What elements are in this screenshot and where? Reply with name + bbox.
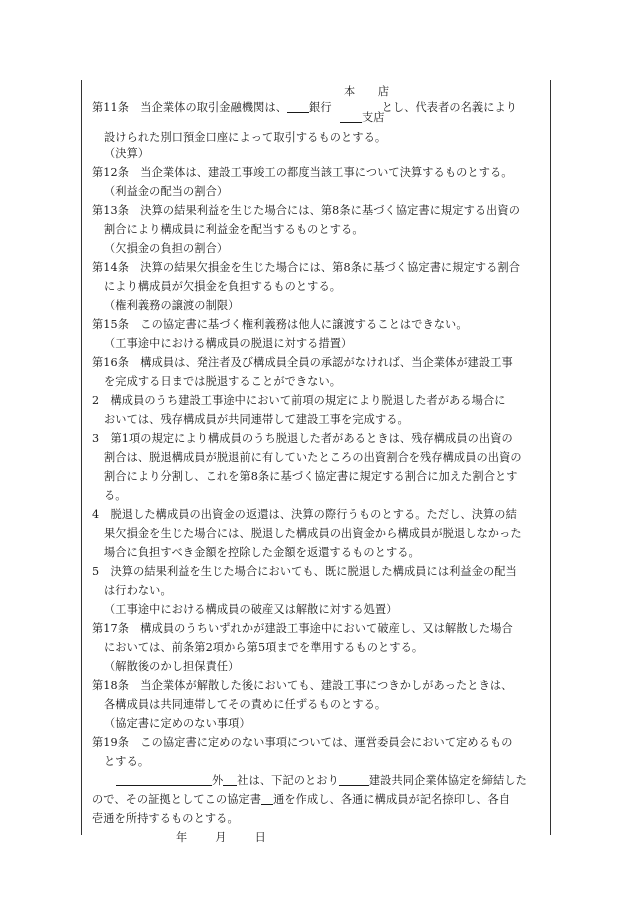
article-text-line: 割合により構成員に利益金を配当するものとする。 bbox=[104, 223, 364, 236]
left-border-line bbox=[81, 80, 82, 835]
article-text-line: 第13条 決算の結果利益を生じた場合には、第8条に基づく協定書に規定する出資の bbox=[92, 204, 521, 217]
branch-name-blank bbox=[340, 110, 362, 123]
article-heading: （工事途中における構成員の破産又は解散に対する処置） bbox=[104, 603, 398, 616]
article-text-line: 割合は、脱退構成員が脱退前に有していたところの出資割合を残存構成員の出資の bbox=[104, 451, 522, 464]
agreement-body bbox=[92, 85, 544, 847]
date-year: 年 bbox=[176, 831, 188, 844]
copies-blank bbox=[261, 792, 273, 805]
closing-text-d: ので、その証拠としてこの協定書 bbox=[92, 793, 262, 806]
closing-text-c: 建設共同企業体協定を締結した bbox=[368, 774, 527, 787]
article-text-line: を完成する日までは脱退することができない。 bbox=[104, 375, 342, 388]
article-text-line: は行わない。 bbox=[104, 584, 172, 597]
article-heading: （協定書に定めのない事項） bbox=[104, 717, 251, 730]
closing-text-a: 外 bbox=[212, 774, 224, 787]
article-text-line: においては、前条第2項から第5項までを準用するものとする。 bbox=[104, 641, 424, 654]
article-11-continuation: 設けられた別口預金口座によって取引するものとする。 bbox=[104, 131, 387, 144]
article-text-line: 場合に負担すべき金額を控除した金額を返還するものとする。 bbox=[104, 546, 420, 559]
date-month: 月 bbox=[215, 831, 227, 844]
article-text-line: 第19条 この協定書に定めのない事項については、運営委員会において定めるもの bbox=[92, 736, 513, 749]
article-text-line: 5 決算の結果利益を生じた場合においても、既に脱退した構成員には利益金の配当 bbox=[92, 565, 517, 578]
article-text-line: 2 構成員のうち建設工事途中において前項の規定により脱退した者がある場合に bbox=[92, 394, 506, 407]
article-text-line: 3 第1項の規定により構成員のうち脱退した者があるときは、残存構成員の出資の bbox=[92, 432, 513, 445]
closing-text-b: 社は、下記のとおり bbox=[237, 774, 339, 787]
article-text-line: 第18条 当企業体が解散した後においても、建設工事につきかしがあったときは、 bbox=[92, 679, 513, 692]
closing-text-e: 通を作成し、各通に構成員が記名捺印し、各自 bbox=[273, 793, 511, 806]
article-text-line: 第14条 決算の結果欠損金を生じた場合には、第8条に基づく協定書に規定する割合 bbox=[92, 261, 521, 274]
date-day: 日 bbox=[254, 831, 266, 844]
bank-name-blank bbox=[287, 100, 309, 113]
article-text-line: とする。 bbox=[104, 755, 150, 768]
bank-label: 銀行 bbox=[309, 101, 332, 114]
article-lines bbox=[92, 144, 544, 771]
article-text-line: 割合により分割し、これを第8条に基づく協定書に規定する割合に加えた割合とす bbox=[104, 470, 518, 483]
date-line bbox=[92, 828, 544, 847]
article-11-text-a: 第11条 当企業体の取引金融機関は、 bbox=[92, 101, 288, 114]
right-border-line bbox=[550, 80, 551, 835]
article-text-line: 各構成員は共同連帯してその責めに任ずるものとする。 bbox=[104, 698, 387, 711]
article-text-line: おいては、残存構成員が共同連帯して建設工事を完成する。 bbox=[104, 413, 409, 426]
closing-line-2 bbox=[92, 790, 544, 809]
article-text-line: 第12条 当企業体は、建設工事竣工の都度当該工事について決算するものとする。 bbox=[92, 166, 513, 179]
article-text-line: る。 bbox=[104, 489, 127, 502]
company-count-blank bbox=[116, 773, 212, 786]
article-heading: （欠損金の負担の割合） bbox=[104, 242, 229, 255]
article-heading: （工事途中における構成員の脱退に対する措置） bbox=[104, 337, 353, 350]
article-text-line: 第17条 構成員のうちいずれかが建設工事途中において破産し、又は解散した場合 bbox=[92, 622, 513, 635]
other-count-blank bbox=[223, 773, 237, 786]
jv-name-blank bbox=[339, 773, 369, 786]
article-11-line bbox=[92, 98, 517, 117]
closing-line-3: 壱通を所持するものとする。 bbox=[92, 812, 239, 825]
head-office-label: 本 店 bbox=[344, 85, 390, 98]
branch-line bbox=[340, 108, 385, 127]
article-heading: （決算） bbox=[104, 147, 150, 160]
article-text-line: 第15条 この協定書に基づく権利義務は他人に譲渡することはできない。 bbox=[92, 318, 468, 331]
article-heading: （利益金の配当の割合） bbox=[104, 185, 229, 198]
article-heading: （解散後のかし担保責任） bbox=[104, 660, 240, 673]
branch-label: 支店 bbox=[362, 111, 385, 124]
article-text-line: 第16条 構成員は、発注者及び構成員全員の承認がなければ、当企業体が建設工事 bbox=[92, 356, 513, 369]
article-heading: （権利義務の譲渡の制限） bbox=[104, 299, 240, 312]
article-11 bbox=[92, 85, 544, 144]
article-text-line: により構成員が欠損金を負担するものとする。 bbox=[104, 280, 342, 293]
closing-line-1 bbox=[92, 771, 544, 790]
article-11-text-b: とし、代表者の名義により bbox=[381, 101, 518, 114]
article-text-line: 4 脱退した構成員の出資金の返還は、決算の際行うものとする。ただし、決算の結 bbox=[92, 508, 517, 521]
article-text-line: 果欠損金を生じた場合には、脱退した構成員の出資金から構成員が脱退しなかった bbox=[104, 527, 522, 540]
